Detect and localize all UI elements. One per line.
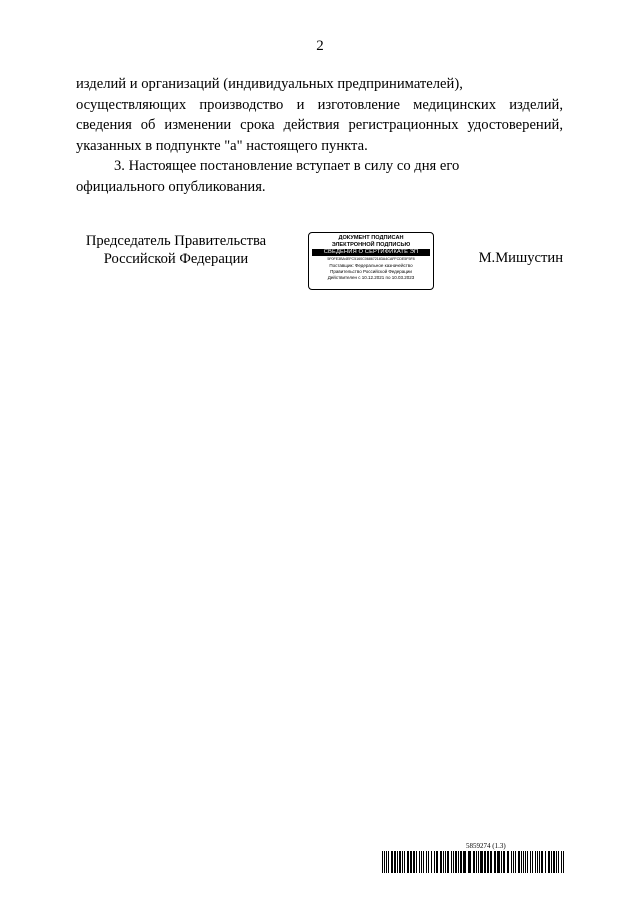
word: вступает xyxy=(296,158,351,174)
stamp-owner: Правительство Российской Федерации xyxy=(330,268,412,274)
stamp-certificate-serial: 5F0FE3BA4EFC5160C068672183A4CAFFCDE5F5F8 xyxy=(327,257,415,262)
paragraph-1-line-3: сведения об изменении срока действия регистрационных удостоверений, xyxy=(76,117,563,133)
word: и xyxy=(129,76,138,92)
word: его xyxy=(439,158,460,174)
stamp-certificate-header: СВЕДЕНИЯ О СЕРТИФИКАТЕ ЭП xyxy=(312,249,430,256)
word: организаций xyxy=(141,76,220,92)
signer-title-line-2: Российской Федерации xyxy=(103,251,249,267)
word: изделий xyxy=(76,76,127,92)
stamp-validity: Действителен с 10.12.2021 по 10.03.2023 xyxy=(327,274,415,280)
word: (индивидуальных xyxy=(223,76,334,92)
signer-name: М.Мишустин xyxy=(478,250,563,266)
word: со xyxy=(396,158,411,174)
paragraph-1-line-4: указанных в подпункте "а" настоящего пункта. xyxy=(76,137,368,154)
paragraph-1-line-2: осуществляющих производство и изготовление медицинских изделий, xyxy=(76,96,563,113)
word: силу xyxy=(364,158,394,174)
stamp-line-1: ДОКУМЕНТ ПОДПИСАН xyxy=(338,235,404,241)
paragraph-2-line-1 xyxy=(76,156,563,177)
word: постановление xyxy=(199,158,293,174)
barcode-icon xyxy=(382,851,566,873)
signer-title xyxy=(76,232,276,268)
word: 3. Настоящее xyxy=(114,158,197,174)
word: дня xyxy=(414,158,437,174)
word: предпринимателей), xyxy=(337,76,463,92)
electronic-signature-stamp xyxy=(308,232,434,290)
signature-block xyxy=(76,232,563,292)
document-code: 5859274 (1.3) xyxy=(466,842,506,850)
signer-title-line-1: Председатель Правительства xyxy=(85,233,267,249)
word: в xyxy=(353,158,361,174)
paragraph-2-line-2: официального опубликования. xyxy=(76,178,266,195)
paragraph-1-line-1 xyxy=(76,74,563,95)
stamp-line-2: ЭЛЕКТРОННОЙ ПОДПИСЬЮ xyxy=(331,241,411,248)
stamp-issuer: Поставщик: Федеральное казначейство xyxy=(329,262,413,268)
page-number: 2 xyxy=(316,38,324,54)
document-body xyxy=(76,74,563,197)
